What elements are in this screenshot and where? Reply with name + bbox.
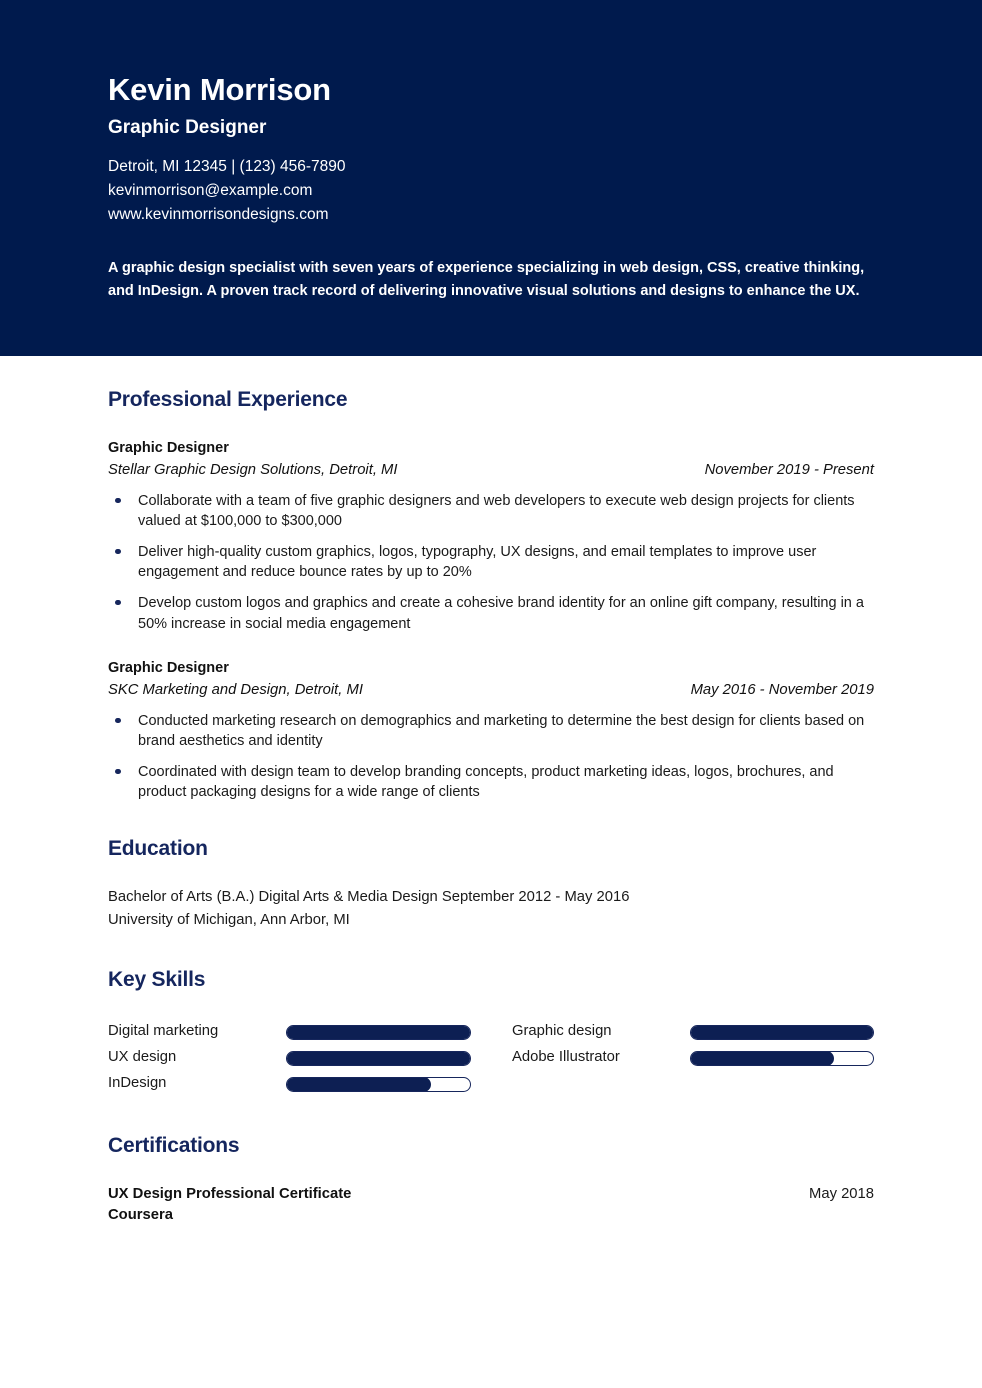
skill-row [108, 1019, 512, 1045]
certification-date: May 2018 [809, 1186, 874, 1203]
education-entry [108, 886, 874, 932]
job-dates: November 2019 - Present [704, 462, 874, 479]
experience-entry [108, 438, 874, 634]
skill-level-bar [286, 1077, 471, 1092]
bullet-dot-icon [115, 600, 121, 606]
section-title-experience: Professional Experience [108, 388, 348, 411]
job-company: Stellar Graphic Design Solutions, Detroit, MI [108, 462, 398, 479]
skill-level-bar [690, 1025, 875, 1040]
contact-email[interactable]: kevinmorrison@example.com [108, 182, 313, 200]
job-bullet-text: Deliver high-quality custom graphics, logos, typography, UX designs, and email templates to improve user engagement and reduce bounce rates by up to 20% [138, 543, 817, 581]
skill-level-fill [286, 1077, 431, 1092]
skill-level-fill [690, 1051, 834, 1066]
job-bullet-text: Coordinated with design team to develop branding concepts, product marketing ideas, logos, brochures, and product packaging designs for a wide range of clients [138, 763, 834, 801]
skill-label: Digital marketing [108, 1023, 219, 1040]
skill-level-fill [286, 1051, 471, 1066]
experience-entry [108, 658, 874, 803]
skill-level-fill [286, 1025, 471, 1040]
skill-row [512, 1019, 874, 1045]
job-title: Graphic Designer [108, 660, 229, 677]
skill-level-bar [286, 1051, 471, 1066]
bullet-dot-icon [115, 718, 121, 724]
job-title: Graphic Designer [108, 440, 229, 457]
skills-grid [108, 1019, 874, 1097]
section-title-skills: Key Skills [108, 967, 206, 991]
education-school: University of Michigan, Ann Arbor, MI [108, 912, 350, 929]
job-bullet-list [108, 491, 874, 634]
skill-level-bar [286, 1025, 471, 1040]
skill-level-fill [690, 1025, 875, 1040]
job-company: SKC Marketing and Design, Detroit, MI [108, 682, 363, 699]
skill-label: Adobe Illustrator [512, 1049, 620, 1066]
skills-column-right [512, 1019, 874, 1097]
education-degree: Bachelor of Arts (B.A.) Digital Arts & Media Design September 2012 - May 2016 [108, 889, 630, 906]
contact-location-phone: Detroit, MI 12345 | (123) 456-7890 [108, 158, 346, 176]
job-bullet [108, 542, 874, 583]
skill-label: InDesign [108, 1075, 167, 1092]
skills-column-left [108, 1019, 512, 1097]
skill-row [108, 1045, 512, 1071]
section-title-certifications: Certifications [108, 1134, 240, 1158]
certifications-section [108, 1097, 874, 1226]
certification-issuer: Coursera [108, 1207, 173, 1224]
resume-header-banner [0, 0, 982, 356]
job-meta [108, 680, 874, 701]
skills-section [108, 932, 874, 1097]
section-title-education: Education [108, 836, 208, 860]
skill-label: Graphic design [512, 1023, 612, 1040]
job-bullet [108, 711, 874, 752]
bullet-dot-icon [115, 769, 121, 775]
job-bullet [108, 762, 874, 803]
experience-section [108, 356, 874, 803]
job-meta [108, 460, 874, 481]
professional-summary: A graphic design specialist with seven years of experience specializing in web design, CSS, creative thinking, and InDesign. A proven track record of delivering innovative visual solutions and designs to enhance the UX. [108, 260, 865, 299]
certification-entry [108, 1184, 874, 1226]
skill-row [512, 1045, 874, 1071]
job-bullet-text: Develop custom logos and graphics and create a cohesive brand identity for an online gift company, resulting in a 50% increase in social media engagement [138, 594, 864, 632]
job-bullet [108, 593, 874, 634]
job-bullet-text: Collaborate with a team of five graphic designers and web developers to execute web design projects for clients valued at $100,000 to $300,000 [138, 492, 855, 530]
bullet-dot-icon [115, 549, 121, 555]
bullet-dot-icon [115, 498, 121, 504]
skill-level-bar [690, 1051, 875, 1066]
candidate-name: Kevin Morrison [108, 72, 331, 107]
skill-row [108, 1071, 512, 1097]
job-bullet-text: Conducted marketing research on demographics and marketing to determine the best design for clients based on brand aesthetics and identity [138, 712, 865, 750]
certification-name: UX Design Professional Certificate [108, 1186, 352, 1203]
job-bullet [108, 491, 874, 532]
certification-header-row [108, 1184, 874, 1205]
job-bullet-list [108, 711, 874, 803]
education-section [108, 803, 874, 932]
skill-label: UX design [108, 1049, 177, 1066]
candidate-job-title: Graphic Designer [108, 116, 267, 138]
job-dates: May 2016 - November 2019 [690, 682, 874, 699]
contact-website[interactable]: www.kevinmorrisondesigns.com [108, 206, 329, 224]
